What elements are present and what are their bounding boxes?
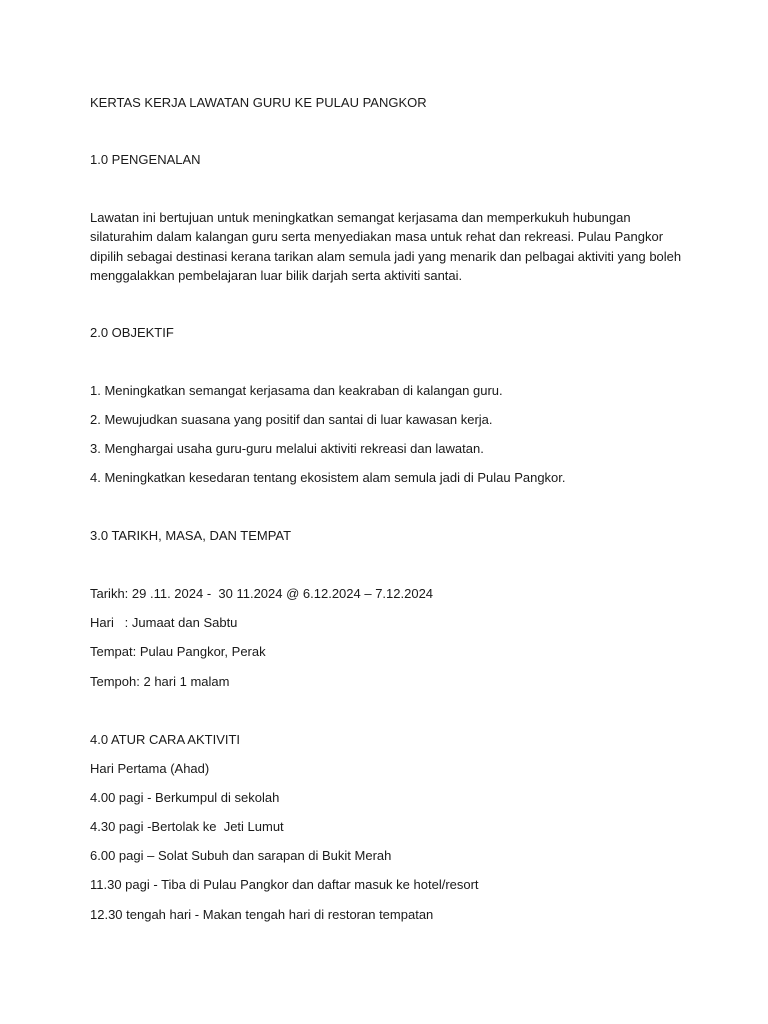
section-heading-schedule: 4.0 ATUR CARA AKTIVITI: [90, 732, 241, 747]
paragraph-line: Lawatan ini bertujuan untuk meningkatkan semangat kerjasama dan memperkukuh hubungan: [90, 210, 631, 225]
schedule-item: 11.30 pagi - Tiba di Pulau Pangkor dan daftar masuk ke hotel/resort: [90, 877, 479, 892]
paragraph-line: dipilih sebagai destinasi kerana tarikan alam semula jadi yang menarik dan pelbagai aktiviti yang boleh: [90, 248, 682, 264]
paragraph-line: silaturahim dalam kalangan guru serta menyediakan masa untuk rehat dan rekreasi. Pulau Pangkor: [90, 229, 664, 245]
schedule-item: 6.00 pagi – Solat Subuh dan sarapan di Bukit Merah: [90, 848, 392, 863]
section-heading-intro: 1.0 PENGENALAN: [90, 152, 201, 167]
schedule-item: 12.30 tengah hari - Makan tengah hari di restoran tempatan: [90, 907, 434, 922]
objective-item: 4. Meningkatkan kesedaran tentang ekosistem alam semula jadi di Pulau Pangkor.: [90, 470, 566, 485]
section-heading-details: 3.0 TARIKH, MASA, DAN TEMPAT: [90, 528, 292, 543]
schedule-item: 4.00 pagi - Berkumpul di sekolah: [90, 790, 280, 805]
document-title: KERTAS KERJA LAWATAN GURU KE PULAU PANGKOR: [90, 95, 427, 110]
objective-item: 2. Mewujudkan suasana yang positif dan santai di luar kawasan kerja.: [90, 412, 493, 427]
detail-date: Tarikh: 29 .11. 2024 - 30 11.2024 @ 6.12.2024 – 7.12.2024: [90, 586, 434, 601]
section-heading-objectives: 2.0 OBJEKTIF: [90, 325, 174, 340]
intro-paragraph: [90, 208, 690, 286]
objective-item: 3. Menghargai usaha guru-guru melalui aktiviti rekreasi dan lawatan.: [90, 441, 484, 456]
objective-item: 1. Meningkatkan semangat kerjasama dan keakraban di kalangan guru.: [90, 383, 503, 398]
detail-place: Tempat: Pulau Pangkor, Perak: [90, 644, 266, 659]
detail-duration: Tempoh: 2 hari 1 malam: [90, 674, 230, 689]
schedule-item: 4.30 pagi -Bertolak ke Jeti Lumut: [90, 819, 284, 834]
detail-day: Hari : Jumaat dan Sabtu: [90, 615, 238, 630]
paragraph-line: menggalakkan pembelajaran luar bilik darjah serta aktiviti santai.: [90, 268, 463, 284]
schedule-day-label: Hari Pertama (Ahad): [90, 761, 210, 776]
